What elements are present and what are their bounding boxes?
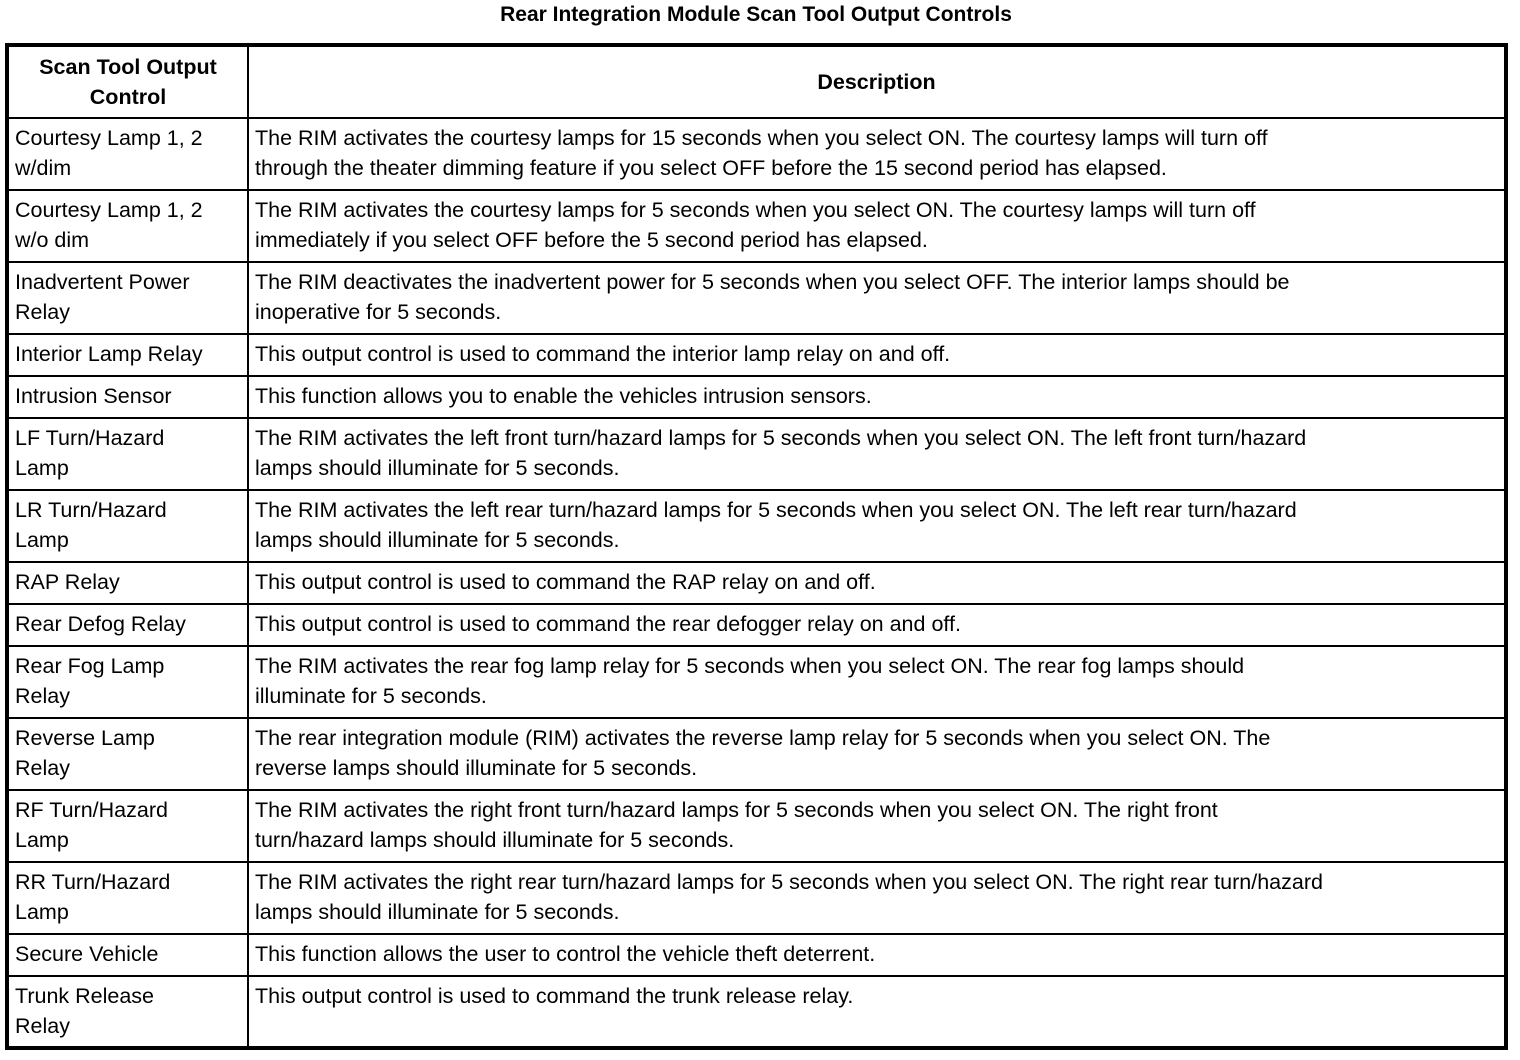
control-line: LF Turn/Hazard — [15, 426, 165, 450]
description-cell — [248, 418, 1506, 490]
control-line: w/dim — [15, 156, 72, 180]
description-line: This function allows you to enable the vehicles intrusion sensors. — [255, 384, 872, 408]
control-line: Intrusion Sensor — [15, 384, 172, 408]
control-line: Rear Fog Lamp — [15, 654, 165, 678]
control-line: Relay — [15, 300, 70, 324]
table-row — [7, 934, 1506, 976]
description-line: inoperative for 5 seconds. — [255, 300, 502, 324]
control-line: Rear Defog Relay — [15, 612, 186, 636]
control-line: LR Turn/Hazard — [15, 498, 167, 522]
document-title: Rear Integration Module Scan Tool Output Controls — [500, 3, 1012, 26]
header-control-line: Control — [89, 85, 167, 109]
control-cell — [7, 646, 248, 718]
table-row — [7, 790, 1506, 862]
description-cell — [248, 562, 1506, 604]
table-row — [7, 118, 1506, 190]
table-row — [7, 418, 1506, 490]
header-control — [7, 45, 248, 118]
control-cell — [7, 862, 248, 934]
description-line: The RIM activates the right front turn/hazard lamps for 5 seconds when you select ON. The right front — [255, 798, 1218, 822]
control-line: Courtesy Lamp 1, 2 — [15, 126, 203, 150]
control-line: Lamp — [15, 456, 69, 480]
table-row — [7, 262, 1506, 334]
description-cell — [248, 718, 1506, 790]
table-row — [7, 376, 1506, 418]
control-cell — [7, 790, 248, 862]
description-cell — [248, 190, 1506, 262]
description-line: The RIM activates the courtesy lamps for 15 seconds when you select ON. The courtesy lamps will turn off — [255, 126, 1268, 150]
control-line: Reverse Lamp — [15, 726, 155, 750]
description-line: lamps should illuminate for 5 seconds. — [255, 528, 620, 552]
description-line: The RIM activates the courtesy lamps for 5 seconds when you select ON. The courtesy lamps will turn off — [255, 198, 1256, 222]
control-line: Trunk Release — [15, 984, 155, 1008]
table-row — [7, 604, 1506, 646]
header-description: Description — [248, 45, 1506, 118]
control-line: Courtesy Lamp 1, 2 — [15, 198, 203, 222]
description-line: The RIM activates the left rear turn/hazard lamps for 5 seconds when you select ON. The left rear turn/hazard — [255, 498, 1297, 522]
control-cell — [7, 562, 248, 604]
description-cell — [248, 490, 1506, 562]
description-line: This output control is used to command the interior lamp relay on and off. — [255, 342, 951, 366]
description-line: This output control is used to command the trunk release relay. — [255, 984, 854, 1008]
description-line: reverse lamps should illuminate for 5 seconds. — [255, 756, 698, 780]
control-cell — [7, 604, 248, 646]
control-cell — [7, 190, 248, 262]
description-line: lamps should illuminate for 5 seconds. — [255, 456, 620, 480]
description-cell — [248, 790, 1506, 862]
table-row — [7, 718, 1506, 790]
description-cell — [248, 862, 1506, 934]
control-line: Inadvertent Power — [15, 270, 190, 294]
control-cell — [7, 490, 248, 562]
description-cell — [248, 334, 1506, 376]
control-line: Relay — [15, 684, 70, 708]
description-cell — [248, 118, 1506, 190]
description-cell — [248, 604, 1506, 646]
header-row — [7, 45, 1506, 118]
description-line: This output control is used to command the rear defogger relay on and off. — [255, 612, 961, 636]
control-line: Relay — [15, 756, 70, 780]
table-row — [7, 862, 1506, 934]
control-line: Secure Vehicle — [15, 942, 159, 966]
control-line: Lamp — [15, 828, 69, 852]
description-line: This function allows the user to control the vehicle theft deterrent. — [255, 942, 876, 966]
description-line: The RIM activates the rear fog lamp relay for 5 seconds when you select ON. The rear fog lamps should — [255, 654, 1245, 678]
description-line: illuminate for 5 seconds. — [255, 684, 487, 708]
description-line: The RIM activates the left front turn/hazard lamps for 5 seconds when you select ON. The left front turn/hazard — [255, 426, 1307, 450]
description-line: This output control is used to command the RAP relay on and off. — [255, 570, 876, 594]
header-control-line: Scan Tool Output — [39, 55, 217, 79]
control-line: RAP Relay — [15, 570, 120, 594]
control-line: RR Turn/Hazard — [15, 870, 171, 894]
description-line: The rear integration module (RIM) activates the reverse lamp relay for 5 seconds when you select ON. The — [255, 726, 1271, 750]
control-line: Lamp — [15, 900, 69, 924]
description-line: immediately if you select OFF before the 5 second period has elapsed. — [255, 228, 928, 252]
table-row — [7, 562, 1506, 604]
description-line: turn/hazard lamps should illuminate for 5 seconds. — [255, 828, 735, 852]
control-line: w/o dim — [15, 228, 90, 252]
control-cell — [7, 118, 248, 190]
table-row — [7, 646, 1506, 718]
description-line: through the theater dimming feature if you select OFF before the 15 second period has elapsed. — [255, 156, 1167, 180]
table-row — [7, 490, 1506, 562]
control-cell — [7, 376, 248, 418]
description-cell — [248, 646, 1506, 718]
control-line: Interior Lamp Relay — [15, 342, 203, 366]
control-line: RF Turn/Hazard — [15, 798, 168, 822]
description-line: The RIM activates the right rear turn/hazard lamps for 5 seconds when you select ON. The right rear turn/hazard — [255, 870, 1323, 894]
control-line: Lamp — [15, 528, 69, 552]
control-cell — [7, 976, 248, 1048]
description-cell — [248, 376, 1506, 418]
control-cell — [7, 718, 248, 790]
description-cell — [248, 262, 1506, 334]
control-cell — [7, 418, 248, 490]
control-cell — [7, 262, 248, 334]
table-row — [7, 976, 1506, 1048]
control-line: Relay — [15, 1014, 70, 1038]
table-row — [7, 190, 1506, 262]
description-cell — [248, 976, 1506, 1048]
description-cell — [248, 934, 1506, 976]
control-cell — [7, 934, 248, 976]
output-controls-table — [5, 43, 1508, 1050]
control-cell — [7, 334, 248, 376]
description-line: The RIM deactivates the inadvertent power for 5 seconds when you select OFF. The interior lamps should be — [255, 270, 1290, 294]
description-line: lamps should illuminate for 5 seconds. — [255, 900, 620, 924]
table-row — [7, 334, 1506, 376]
